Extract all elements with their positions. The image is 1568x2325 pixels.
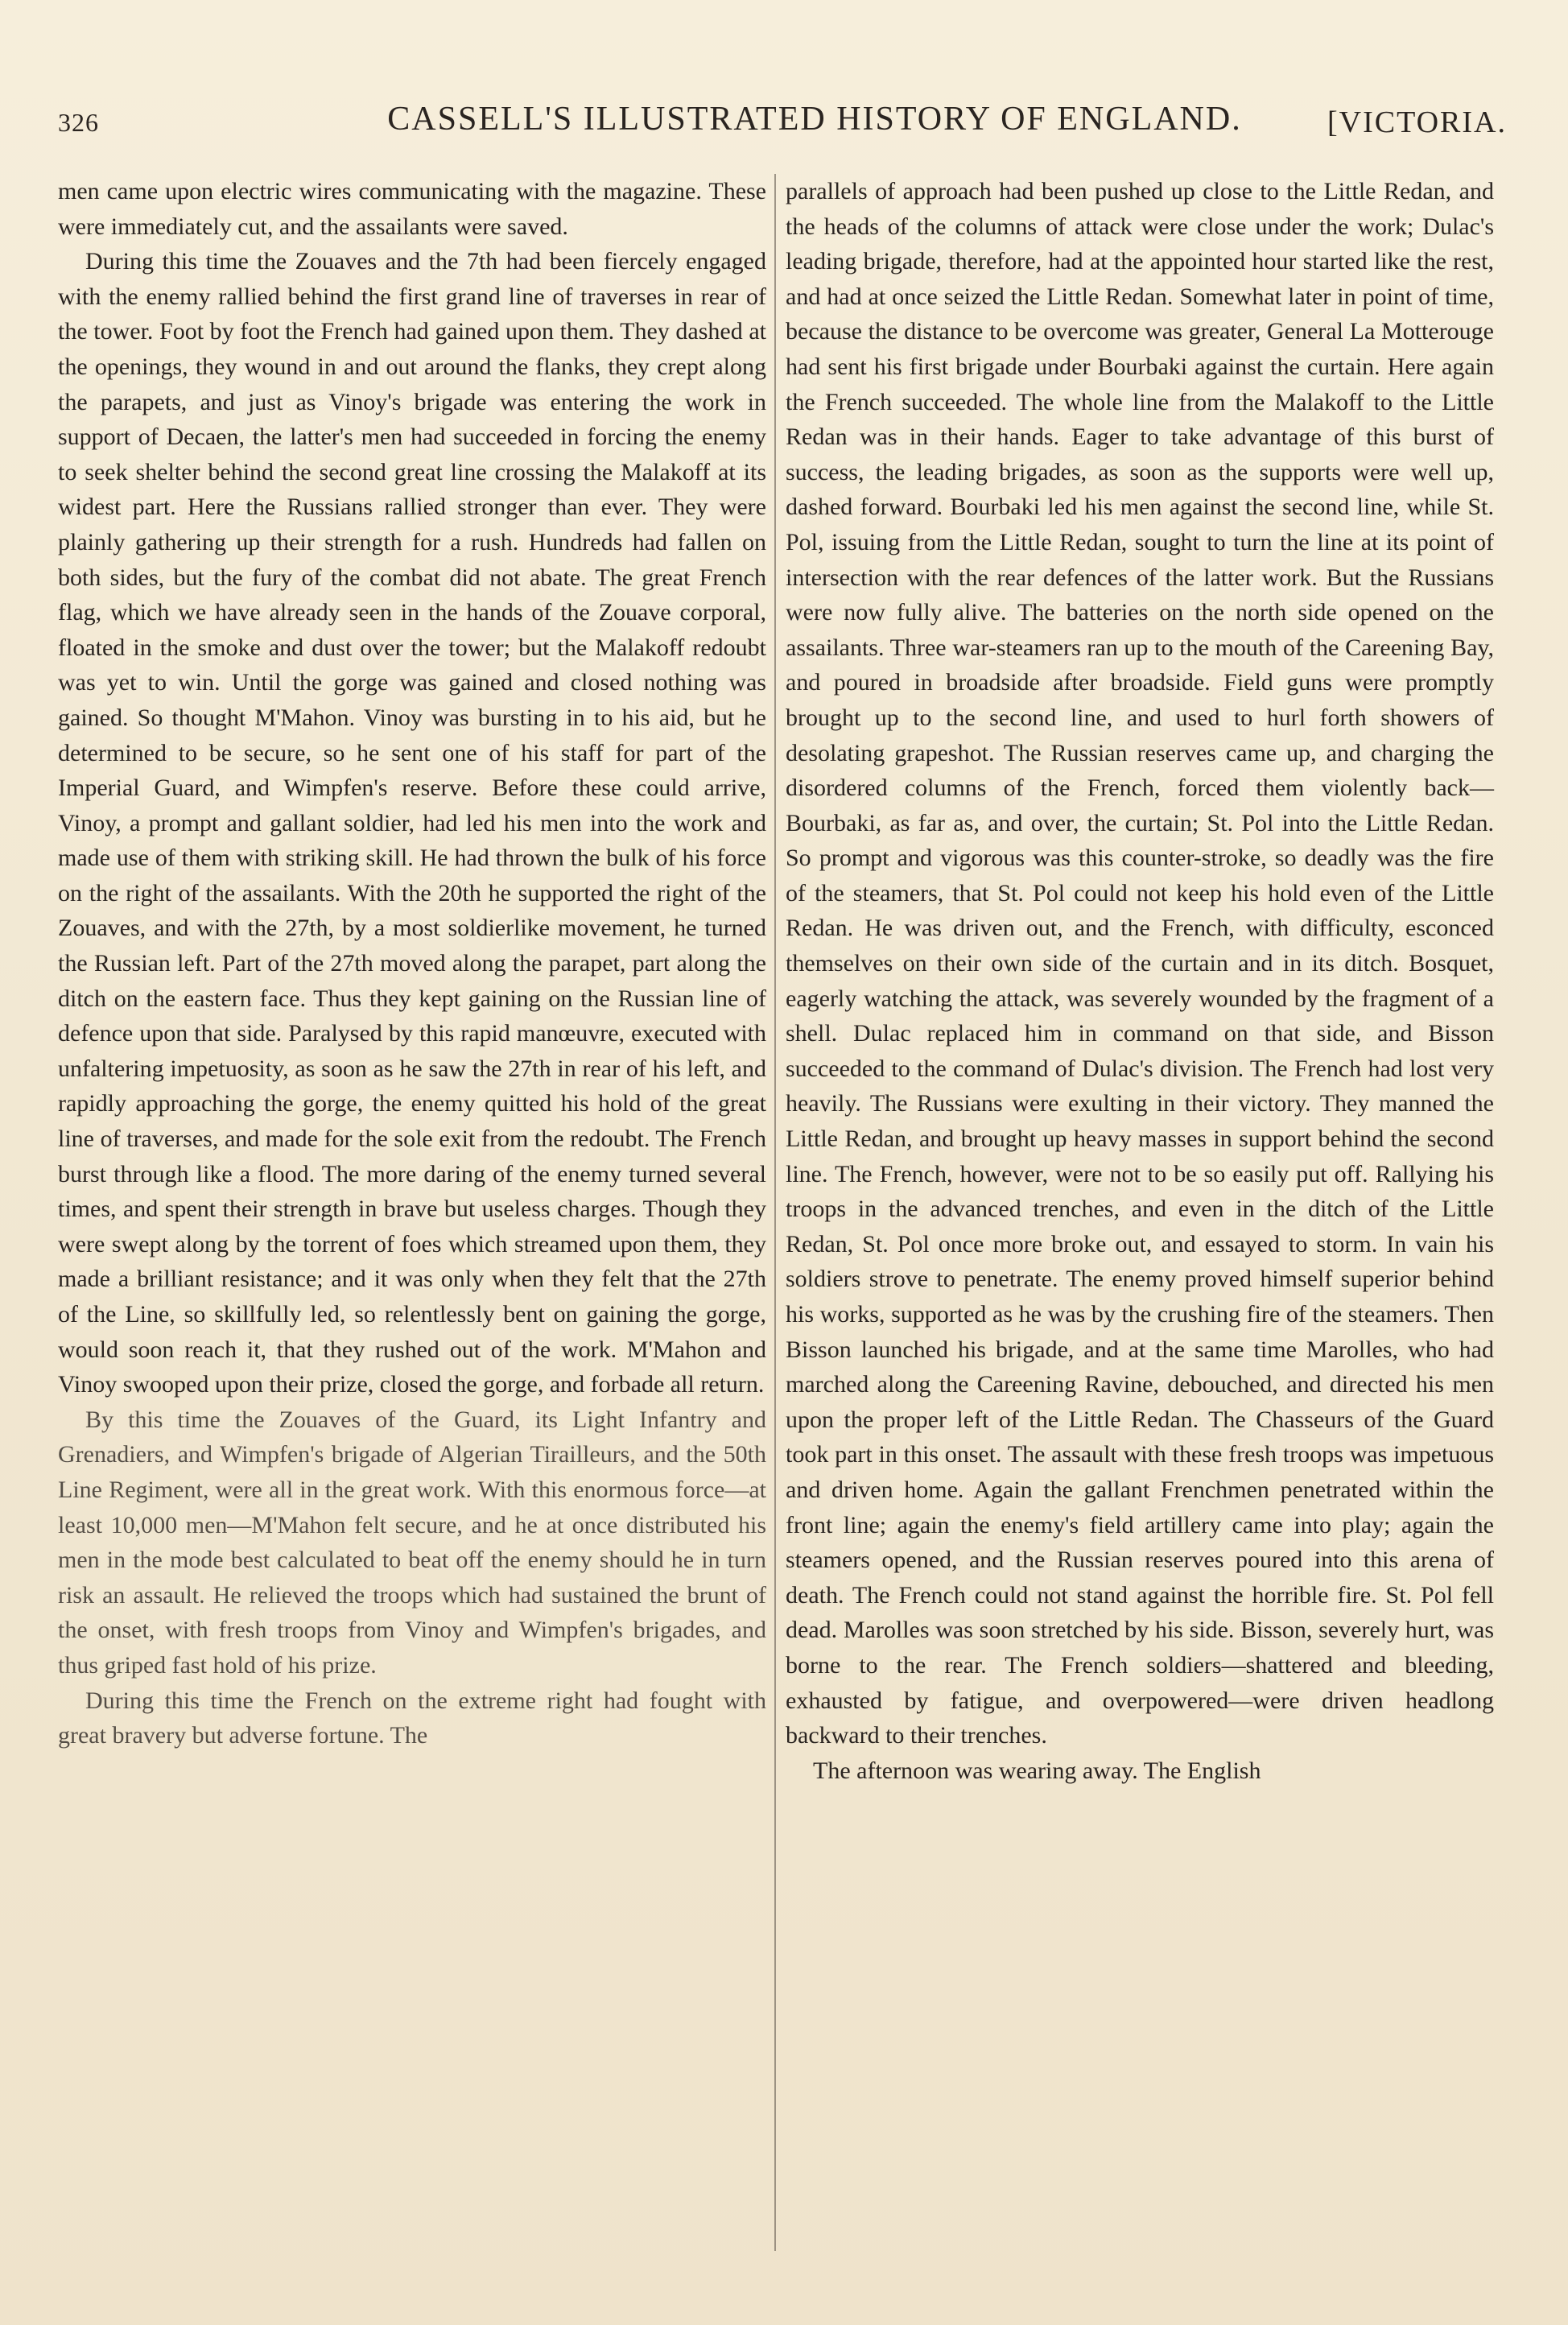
left-paragraph-3: By this time the Zouaves of the Guard, its Light Infantry and Grenadiers, and Wimpfen's brigade of Algerian Tirailleurs, and the 50th Line Regiment, were all in the great work. With this enormous force—at least 10,000 men—M'Mahon felt secure, and he at once distributed his men in the mode best calculated to beat off the enemy should he in turn risk an assault. He relieved the troops which had sustained the brunt of the onset, with fresh troops from Vinoy and Wimpfen's brigades, and thus griped fast hold of his prize. <box>58 1406 766 1679</box>
page-number: 326 <box>58 108 99 137</box>
section-label: [VICTORIA. <box>1327 105 1507 139</box>
page-header <box>58 97 1507 153</box>
left-paragraph-2: During this time the Zouaves and the 7th had been fiercely engaged with the enemy rallied behind the first grand line of traverses in rear of the tower. Foot by foot the French had gained upon them. They dashed at the openings, they wound in and out around the flanks, they crept along the parapets, and just as Vinoy's brigade was entering the work in support of Decaen, the latter's men had succeeded in forcing the enemy to seek shelter behind the second great line crossing the Malakoff at its widest part. Here the Russians rallied stronger than ever. They were plainly gathering up their strength for a rush. Hundreds had fallen on both sides, but the fury of the combat did not abate. The great French flag, which we have already seen in the hands of the Zouave corporal, floated in the smoke and dust over the tower; but the Malakoff redoubt was yet to win. Until the gorge was gained and closed nothing was gained. So thought M'Mahon. Vinoy was bursting in to his aid, but he determined to be secure, so he sent one of his staff for part of the Imperial Guard, and Wimpfen's reserve. Before these could arrive, Vinoy, a prompt and gallant soldier, had led his men into the work and made use of them with striking skill. He had thrown the bulk of his force on the right of the assailants. With the 20th he supported the right of the Zouaves, and with the 27th, by a most soldierlike movement, he turned the Russian left. Part of the 27th moved along the parapet, part along the ditch on the eastern face. Thus they kept gaining on the Russian line of defence upon that side. Paralysed by this rapid manœuvre, executed with unfaltering impetuosity, as soon as he saw the 27th in rear of his left, and rapidly approaching the gorge, the enemy quitted his hold of the great line of traverses, and made for the sole exit from the redoubt. The French burst through like a flood. The more daring of the enemy turned several times, and spent their strength in brave but useless charges. Though they were swept along by the torrent of foes which streamed upon them, they made a brilliant resistance; and it was only when they felt that the 27th of the Line, so skillfully led, so relentlessly bent on gaining the gorge, would soon reach it, that they rushed out of the work. M'Mahon and Vinoy swooped upon their prize, closed the gorge, and forbade all return. <box>58 248 766 1398</box>
right-column <box>786 174 1494 1788</box>
right-paragraph-1: parallels of approach had been pushed up close to the Little Redan, and the heads of the columns of attack were close under the work; Dulac's leading brigade, therefore, had at the appointed hour started like the rest, and had at once seized the Little Redan. Somewhat later in point of time, because the distance to be overcome was greater, General La Motterouge had sent his first brigade under Bourbaki against the curtain. Here again the French succeeded. The whole line from the Malakoff to the Little Redan was in their hands. Eager to take advantage of this burst of success, the leading brigades, as soon as the supports were well up, dashed forward. Bourbaki led his men against the second line, while St. Pol, issuing from the Little Redan, sought to turn the line at its point of intersection with the rear defences of the latter work. But the Russians were now fully alive. The batteries on the north side opened on the assailants. Three war-steamers ran up to the mouth of the Careening Bay, and poured in broadside after broadside. Field guns were promptly brought up to the second line, and used to hurl forth showers of desolating grapeshot. The Russian reserves came up, and charging the disordered columns of the French, forced them violently back—Bourbaki, as far as, and over, the curtain; St. Pol into the Little Redan. So prompt and vigorous was this counter-stroke, so deadly was the fire of the steamers, that St. Pol could not keep his hold even of the Little Redan. He was driven out, and the French, with difficulty, esconced themselves on their own side of the curtain and in its ditch. Bosquet, eagerly watching the attack, was severely wounded by the fragment of a shell. Dulac replaced him in command on that side, and Bisson succeeded to the command of Dulac's division. The French had lost very heavily. The Russians were exulting in their victory. They manned the Little Redan, and brought up heavy masses in support behind the second line. The French, however, were not to be so easily put off. Rallying his troops in the advanced trenches, and even in the ditch of the Little Redan, St. Pol once more broke out, and essayed to storm. In vain his soldiers strove to penetrate. The enemy proved himself superior behind his works, supported as he was by the crushing fire of the steamers. Then Bisson launched his brigade, and at the same time Marolles, who had marched along the Careening Ravine, debouched, and directed his men upon the proper left of the Little Redan. The Chasseurs of the Guard took part in this onset. The assault with these fresh troops was impetuous and driven home. Again the gallant Frenchmen penetrated within the front line; again the enemy's field artillery came into play; again the steamers opened, and the Russian reserves poured into this arena of death. The French could not stand against the horrible fire. St. Pol fell dead. Marolles was soon stretched by his side. Bisson, severely hurt, was borne to the rear. The French soldiers—shattered and bleeding, exhausted by fatigue, and overpowered—were driven headlong backward to their trenches. <box>786 178 1494 1749</box>
right-paragraph-2: The afternoon was wearing away. The English <box>813 1757 1261 1784</box>
left-paragraph-4: During this time the French on the extreme right had fought with great bravery but adverse fortune. The <box>58 1687 766 1749</box>
left-paragraph-1: men came upon electric wires communicating with the magazine. These were immediately cut, and the assailants were saved. <box>58 178 766 240</box>
left-column <box>58 174 766 1753</box>
running-title: CASSELL'S ILLUSTRATED HISTORY OF ENGLAND. <box>387 101 1242 138</box>
column-divider <box>774 174 776 2251</box>
